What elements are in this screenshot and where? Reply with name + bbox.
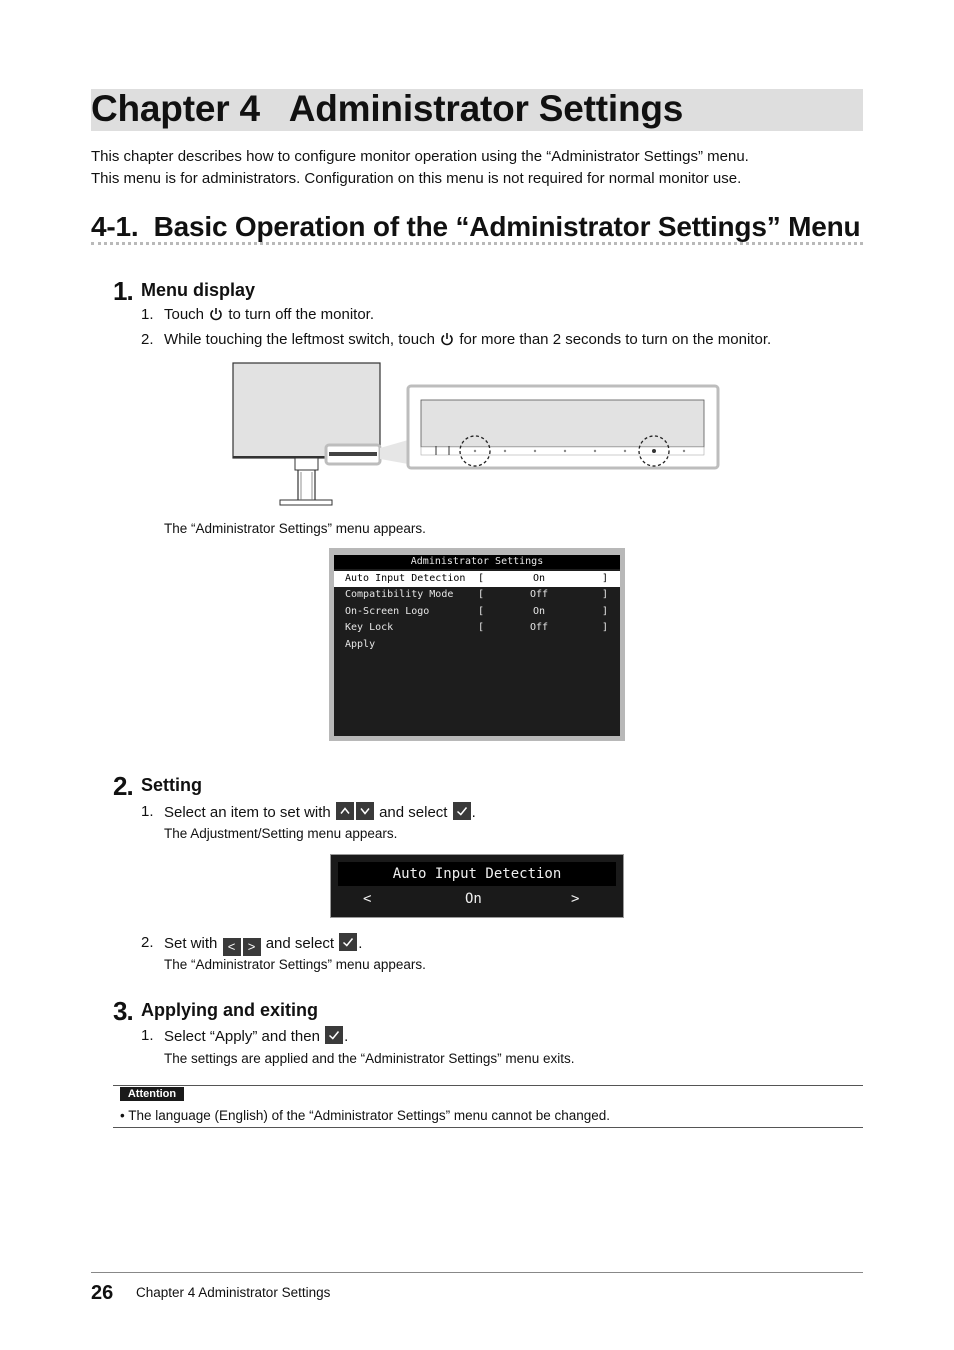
step-1-note: The “Administrator Settings” menu appears. [164, 521, 426, 536]
menu-row-value: Off [529, 622, 549, 633]
step-1-item-2 [164, 330, 771, 350]
step-2-item-1-text-b: and select [379, 804, 448, 821]
check-icon [339, 933, 357, 951]
step-2-item-1 [164, 802, 476, 823]
check-icon [325, 1026, 343, 1044]
step-1-item-1-number: 1. [141, 306, 154, 323]
step-1-item-2-number: 2. [141, 331, 154, 348]
menu-row-bracket-left: [ [478, 622, 485, 633]
step-1-item-1-text-b: to turn off the monitor. [228, 306, 375, 323]
step-2-item-1-number: 1. [141, 803, 154, 820]
down-arrow-icon [356, 802, 374, 820]
increase-arrow[interactable]: > [571, 891, 580, 907]
step-1-item-1 [164, 305, 374, 325]
menu-row-key-lock[interactable] [334, 620, 620, 636]
check-icon [453, 802, 471, 820]
step-3-number: 3. [113, 996, 133, 1026]
menu-row-label: Key Lock [345, 622, 394, 633]
attention-top-rule [113, 1085, 863, 1086]
footer-chapter-title: Chapter 4 Administrator Settings [136, 1285, 331, 1300]
page-number: 26 [91, 1282, 114, 1304]
left-arrow-icon: < [223, 938, 241, 956]
menu-row-bracket-left: [ [478, 589, 485, 600]
step-3-item-1 [164, 1026, 348, 1047]
step-3-title: Applying and exiting [141, 1000, 319, 1020]
step-1-title: Menu display [141, 280, 256, 300]
up-arrow-icon [336, 802, 354, 820]
menu-row-value: Off [529, 589, 549, 600]
step-2-item-2-number: 2. [141, 934, 154, 951]
intro-line-1: This chapter describes how to configure monitor operation using the “Administrator Settings” menu. [91, 148, 749, 165]
menu-row-value: On [532, 573, 546, 584]
step-2-title: Setting [141, 775, 202, 795]
step-2-item-2-end: . [358, 935, 363, 952]
attention-bottom-rule [113, 1127, 863, 1128]
step-3-item-1-text: Select “Apply” and then [164, 1028, 320, 1045]
menu-row-bracket-left: [ [478, 606, 485, 617]
step-3-item-1-number: 1. [141, 1027, 154, 1044]
step-2-note-1: The Adjustment/Setting menu appears. [164, 826, 398, 841]
menu-row-label: On-Screen Logo [345, 606, 430, 617]
step-3-item-1-end: . [344, 1028, 349, 1045]
menu-row-auto-input-detection[interactable] [334, 571, 620, 587]
administrator-settings-menu [329, 548, 625, 741]
step-2-note-2: The “Administrator Settings” menu appears. [164, 957, 426, 972]
menu-row-bracket-right: ] [602, 606, 609, 617]
adjustment-menu [330, 854, 624, 918]
right-arrow-icon: > [243, 938, 261, 956]
menu-screen [334, 555, 620, 736]
chapter-title: Chapter 4 Administrator Settings [91, 88, 684, 129]
menu-row-label: Compatibility Mode [345, 589, 454, 600]
menu-row-label: Auto Input Detection [345, 573, 466, 584]
menu-row-bracket-right: ] [602, 589, 609, 600]
decrease-arrow[interactable]: < [363, 891, 372, 907]
menu-row-bracket-right: ] [602, 573, 609, 584]
menu-row-on-screen-logo[interactable] [334, 604, 620, 620]
step-1-item-1-text-a: Touch [164, 306, 205, 323]
menu-row-value: On [532, 606, 546, 617]
intro-line-2: This menu is for administrators. Configuration on this menu is not required for normal monitor use. [91, 170, 742, 187]
monitor-switch-illustration [228, 360, 722, 510]
section-divider [91, 242, 863, 245]
menu-row-compatibility-mode[interactable] [334, 587, 620, 603]
adjustment-value: On [465, 891, 482, 907]
step-2-item-1-text-a: Select an item to set with [164, 804, 331, 821]
section-title: 4-1. Basic Operation of the “Administrator Settings” Menu [91, 211, 861, 242]
step-3-note: The settings are applied and the “Administrator Settings” menu exits. [164, 1051, 575, 1066]
attention-text: • The language (English) of the “Administrator Settings” menu cannot be changed. [120, 1108, 611, 1123]
power-icon [209, 307, 223, 321]
menu-row-bracket-right: ] [602, 622, 609, 633]
step-2-item-2-text-a: Set with [164, 935, 218, 952]
step-2-item-2 [164, 933, 362, 956]
menu-header: Administrator Settings [334, 555, 620, 569]
power-icon [440, 332, 454, 346]
step-2-item-1-end: . [471, 804, 476, 821]
menu-row-label: Apply [345, 639, 376, 650]
step-2-number: 2. [113, 771, 133, 801]
attention-badge: Attention [120, 1087, 184, 1101]
menu-row-apply[interactable] [334, 637, 620, 653]
adjustment-menu-title: Auto Input Detection [338, 862, 616, 886]
step-1-item-2-text-a: While touching the leftmost switch, touch [164, 331, 435, 348]
menu-row-bracket-left: [ [478, 573, 485, 584]
step-2-item-2-text-b: and select [265, 935, 335, 952]
step-1-number: 1. [113, 276, 133, 306]
step-1-item-2-text-b: for more than 2 seconds to turn on the monitor. [459, 331, 772, 348]
footer-rule [91, 1272, 863, 1273]
